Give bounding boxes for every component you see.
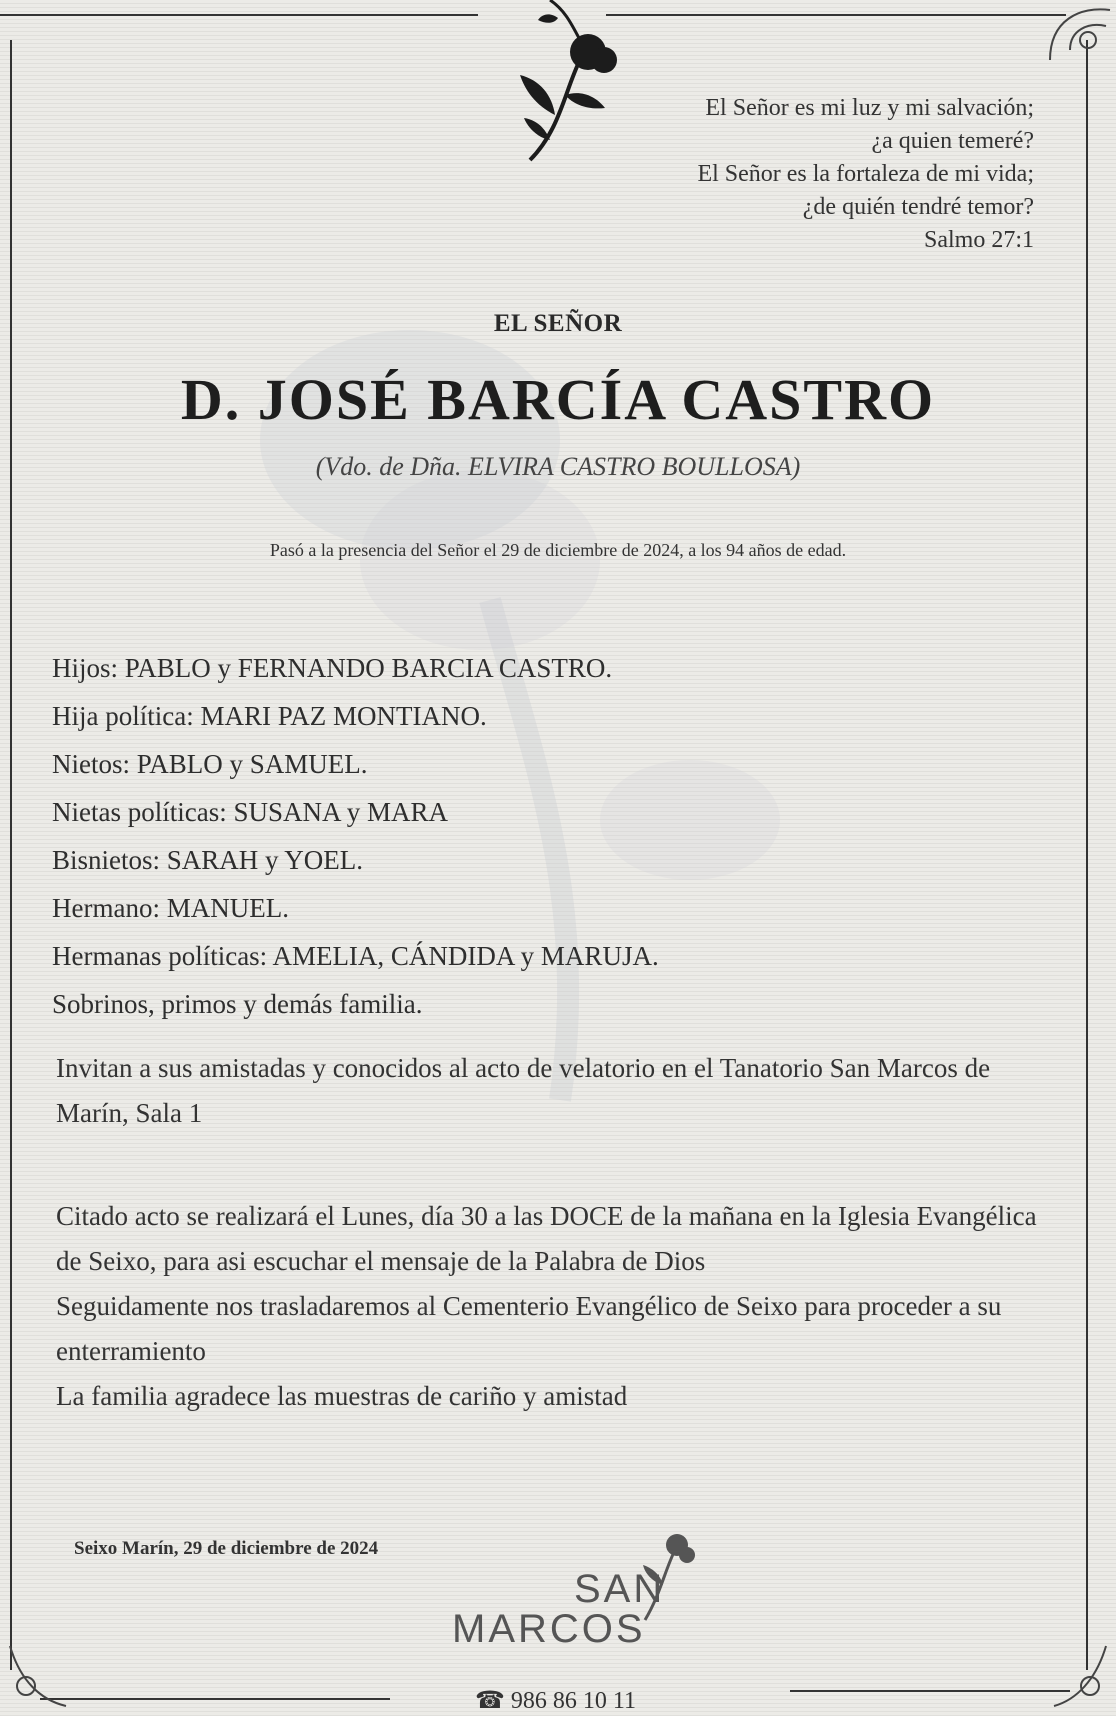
- verse-line: ¿de quién tendré temor?: [802, 194, 1034, 220]
- phone-number: [475, 1686, 636, 1715]
- ceremony-line: Citado acto se realizará el Lunes, día 30 a las DOCE de la mañana en la Iglesia Evangélica de Seixo, para asi escuchar el mensaje de la Palabra de Dios: [56, 1201, 1037, 1276]
- logo-marcos: MARCOS: [452, 1607, 646, 1651]
- place-date: Seixo Marín, 29 de diciembre de 2024: [74, 1538, 379, 1559]
- family-list: [52, 644, 659, 1028]
- widower-note: (Vdo. de Dña. ELVIRA CASTRO BOULLOSA): [315, 452, 801, 481]
- rose-icon: [510, 0, 630, 170]
- logo-san: SAN: [574, 1567, 666, 1611]
- family-line: Hermanas políticas: AMELIA, CÁNDIDA y MARUJA.: [52, 941, 659, 971]
- corner-ornament-bottom-left-icon: [0, 1640, 70, 1716]
- frame-top-left-line: [0, 14, 478, 16]
- family-line: Nietas políticas: SUSANA y MARA: [52, 797, 449, 827]
- death-statement: Pasó a la presencia del Señor el 29 de diciembre de 2024, a los 94 años de edad.: [269, 540, 847, 560]
- ceremony-line: La familia agradece las muestras de cariño y amistad: [56, 1381, 628, 1411]
- ceremony-line: Seguidamente nos trasladaremos al Cementerio Evangélico de Seixo para proceder a su enterramiento: [56, 1291, 1002, 1366]
- family-line: Bisnietos: SARAH y YOEL.: [52, 845, 364, 875]
- verse-line: El Señor es la fortaleza de mi vida;: [697, 161, 1034, 187]
- frame-bottom-left-line: [40, 1698, 390, 1700]
- verse-reference: Salmo 27:1: [923, 227, 1034, 253]
- frame-top-right-line: [606, 14, 1066, 16]
- family-line: Hermano: MANUEL.: [52, 893, 289, 923]
- family-line: Hija política: MARI PAZ MONTIANO.: [52, 701, 487, 731]
- telephone-icon: ☎: [475, 1688, 505, 1714]
- phone-value: 986 86 10 11: [510, 1688, 637, 1714]
- family-line: Sobrinos, primos y demás familia.: [52, 989, 423, 1019]
- wake-invitation: Invitan a sus amistadas y conocidos al acto de velatorio en el Tanatorio San Marcos de Marín, Sala 1: [56, 1053, 991, 1128]
- frame-left-line: [10, 40, 12, 1670]
- family-line: Hijos: PABLO y FERNANDO BARCIA CASTRO.: [52, 653, 613, 683]
- family-line: Nietos: PABLO y SAMUEL.: [52, 749, 368, 779]
- honorific-title: EL SEÑOR: [493, 310, 623, 337]
- corner-ornament-bottom-right-icon: [1050, 1640, 1116, 1716]
- corner-ornament-top-right-icon: [1040, 0, 1116, 70]
- verse-line: ¿a quien temeré?: [871, 128, 1034, 154]
- frame-right-line: [1086, 40, 1088, 1670]
- psalm-verse: [697, 92, 1034, 257]
- verse-line: El Señor es mi luz y mi salvación;: [705, 95, 1034, 121]
- deceased-name: D. JOSÉ BARCÍA CASTRO: [180, 367, 936, 432]
- frame-bottom-right-line: [790, 1690, 1070, 1692]
- ceremony-details: [56, 1194, 1056, 1419]
